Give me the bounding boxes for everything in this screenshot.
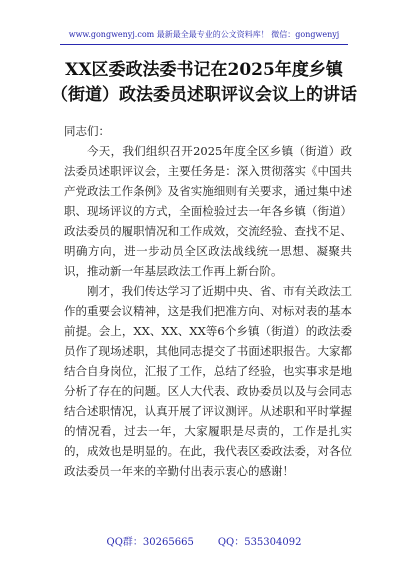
document-title: XX区委政法委书记在2025年度乡镇（街道）政法委员述职评议会议上的讲话 <box>51 60 357 105</box>
page-footer <box>0 533 408 548</box>
qq-text: QQ：535304092 <box>217 537 302 548</box>
page-header: www.gongwenyj.com 最新最全最专业的公文资料库！ 微信：gongwenyj <box>68 30 340 39</box>
paragraph-2: 刚才，我们传达学习了近期中央、省、市有关政法工作的重要会议精神，这是我们把准方向、对标对表的基本前提。会上，XX、XX、XX等6个乡镇（街道）的政法委员作了现场述职，其他同志提交了书面述职报告。大家都结合自身岗位，汇报了工作，总结了经验，也实事求是地分析了存在的问题。区人大代表、政协委员以及与会同志结合述职情况，认真开展了评议测评。从述职和平时掌握的情况看，过去一年，大家履职是尽责的，工作是扎实的，成效也是明显的。在此，我代表区委政法委，对各位政法委员一年来的辛勤付出表示衷心的感谢！ <box>64 284 352 478</box>
header-divider <box>60 44 348 45</box>
document-body <box>64 121 352 481</box>
qq-group-text: QQ群：30265665 <box>106 537 194 548</box>
salutation: 同志们： <box>64 124 110 138</box>
paragraph-1: 今天，我们组织召开2025年度全区乡镇（街道）政法委员述职评议会，主要任务是：深入贯彻落实《中国共产党政法工作条例》及省实施细则有关要求，通过集中述职、现场评议的方式，全面检验过去一年各乡镇（街道）政法委员的履职情况和工作成效，交流经验、查找不足、明确方向，进一步动员全区政法战线统一思想、凝聚共识，推动新一年基层政法工作再上新台阶。 <box>64 144 352 278</box>
